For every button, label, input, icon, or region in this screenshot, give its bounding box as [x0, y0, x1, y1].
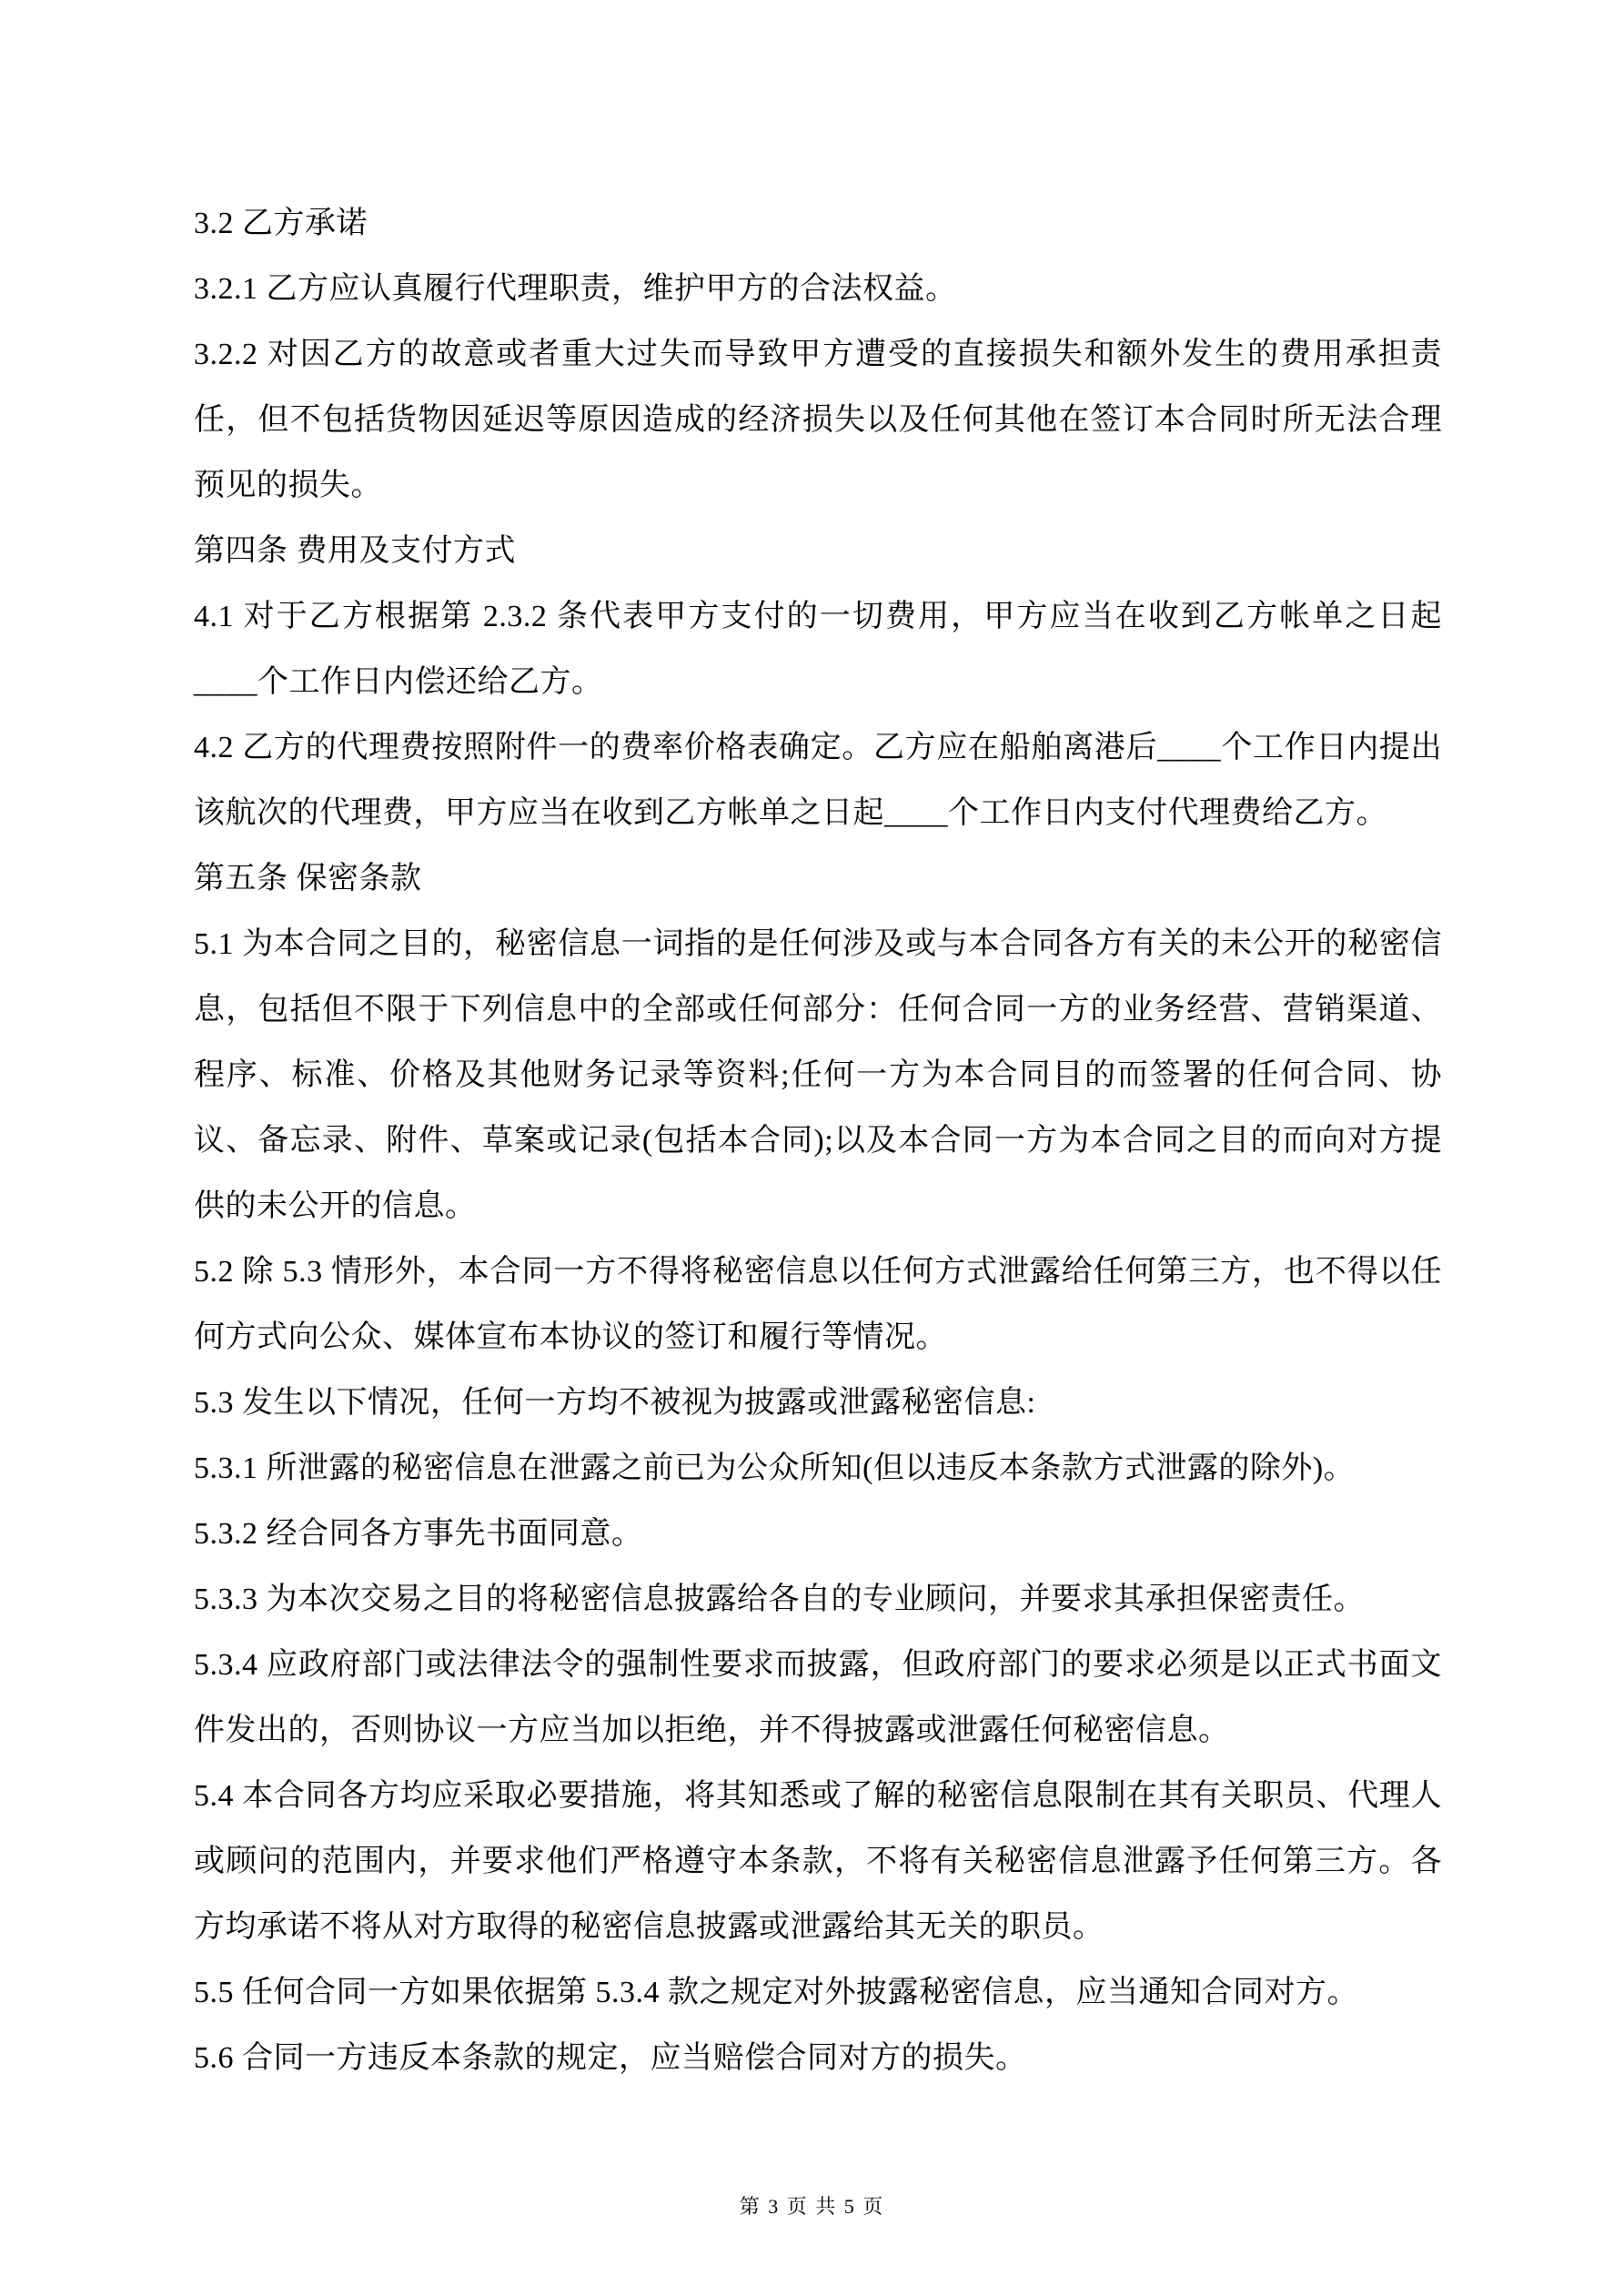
- clause-4-1: 4.1 对于乙方根据第 2.3.2 条代表甲方支付的一切费用，甲方应当在收到乙方帐单之日起____个工作日内偿还给乙方。: [194, 600, 1442, 699]
- clause-3-2-2: 3.2.2 对因乙方的故意或者重大过失而导致甲方遭受的直接损失和额外发生的费用承担责任，但不包括货物因延迟等原因造成的经济损失以及任何其他在签订本合同时所无法合理预见的损失。: [194, 338, 1442, 502]
- clause-5-1: 5.1 为本合同之目的，秘密信息一词指的是任何涉及或与本合同各方有关的未公开的秘密信息，包括但不限于下列信息中的全部或任何部分：任何合同一方的业务经营、营销渠道、程序、标准、价格及其他财务记录等资料;任何一方为本合同目的而签署的任何合同、协议、备忘录、附件、草案或记录(包括本合同);以及本合同一方为本合同之目的而向对方提供的未公开的信息。: [194, 927, 1442, 1223]
- clause-4-2: 4.2 乙方的代理费按照附件一的费率价格表确定。乙方应在船舶离港后____个工作日内提出该航次的代理费，甲方应当在收到乙方帐单之日起____个工作日内支付代理费给乙方。: [194, 731, 1442, 830]
- article-5-heading: 第五条 保密条款: [194, 862, 422, 895]
- clause-3-2-heading: 3.2 乙方承诺: [194, 207, 368, 240]
- clause-5-2: 5.2 除 5.3 情形外，本合同一方不得将秘密信息以任何方式泄露给任何第三方，也不得以任何方式向公众、媒体宣布本协议的签订和履行等情况。: [194, 1255, 1442, 1354]
- clause-5-6: 5.6 合同一方违反本条款的规定，应当赔偿合同对方的损失。: [194, 2041, 1027, 2075]
- clause-3-2-1: 3.2.1 乙方应认真履行代理职责，维护甲方的合法权益。: [194, 272, 957, 306]
- article-4-heading: 第四条 费用及支付方式: [194, 534, 516, 568]
- page-number: 第 3 页 共 5 页: [739, 2195, 885, 2218]
- clause-5-3-4: 5.3.4 应政府部门或法律法令的强制性要求而披露，但政府部门的要求必须是以正式书面文件发出的，否则协议一方应当加以拒绝，并不得披露或泄露任何秘密信息。: [194, 1648, 1442, 1747]
- clause-5-5: 5.5 任何合同一方如果依据第 5.3.4 款之规定对外披露秘密信息，应当通知合同对方。: [194, 1976, 1358, 2009]
- clause-5-3-2: 5.3.2 经合同各方事先书面同意。: [194, 1517, 643, 1551]
- contract-body: [194, 191, 1442, 2091]
- clause-5-3-3: 5.3.3 为本次交易之目的将秘密信息披露给各自的专业顾问，并要求其承担保密责任。: [194, 1583, 1365, 1616]
- clause-5-4: 5.4 本合同各方均应采取必要措施，将其知悉或了解的秘密信息限制在其有关职员、代理人或顾问的范围内，并要求他们严格遵守本条款，不将有关秘密信息泄露予任何第三方。各方均承诺不将从对方取得的秘密信息披露或泄露给其无关的职员。: [194, 1779, 1442, 1944]
- clause-5-3-1: 5.3.1 所泄露的秘密信息在泄露之前已为公众所知(但以违反本条款方式泄露的除外)。: [194, 1451, 1356, 1485]
- clause-5-3: 5.3 发生以下情况，任何一方均不被视为披露或泄露秘密信息:: [194, 1386, 1036, 1420]
